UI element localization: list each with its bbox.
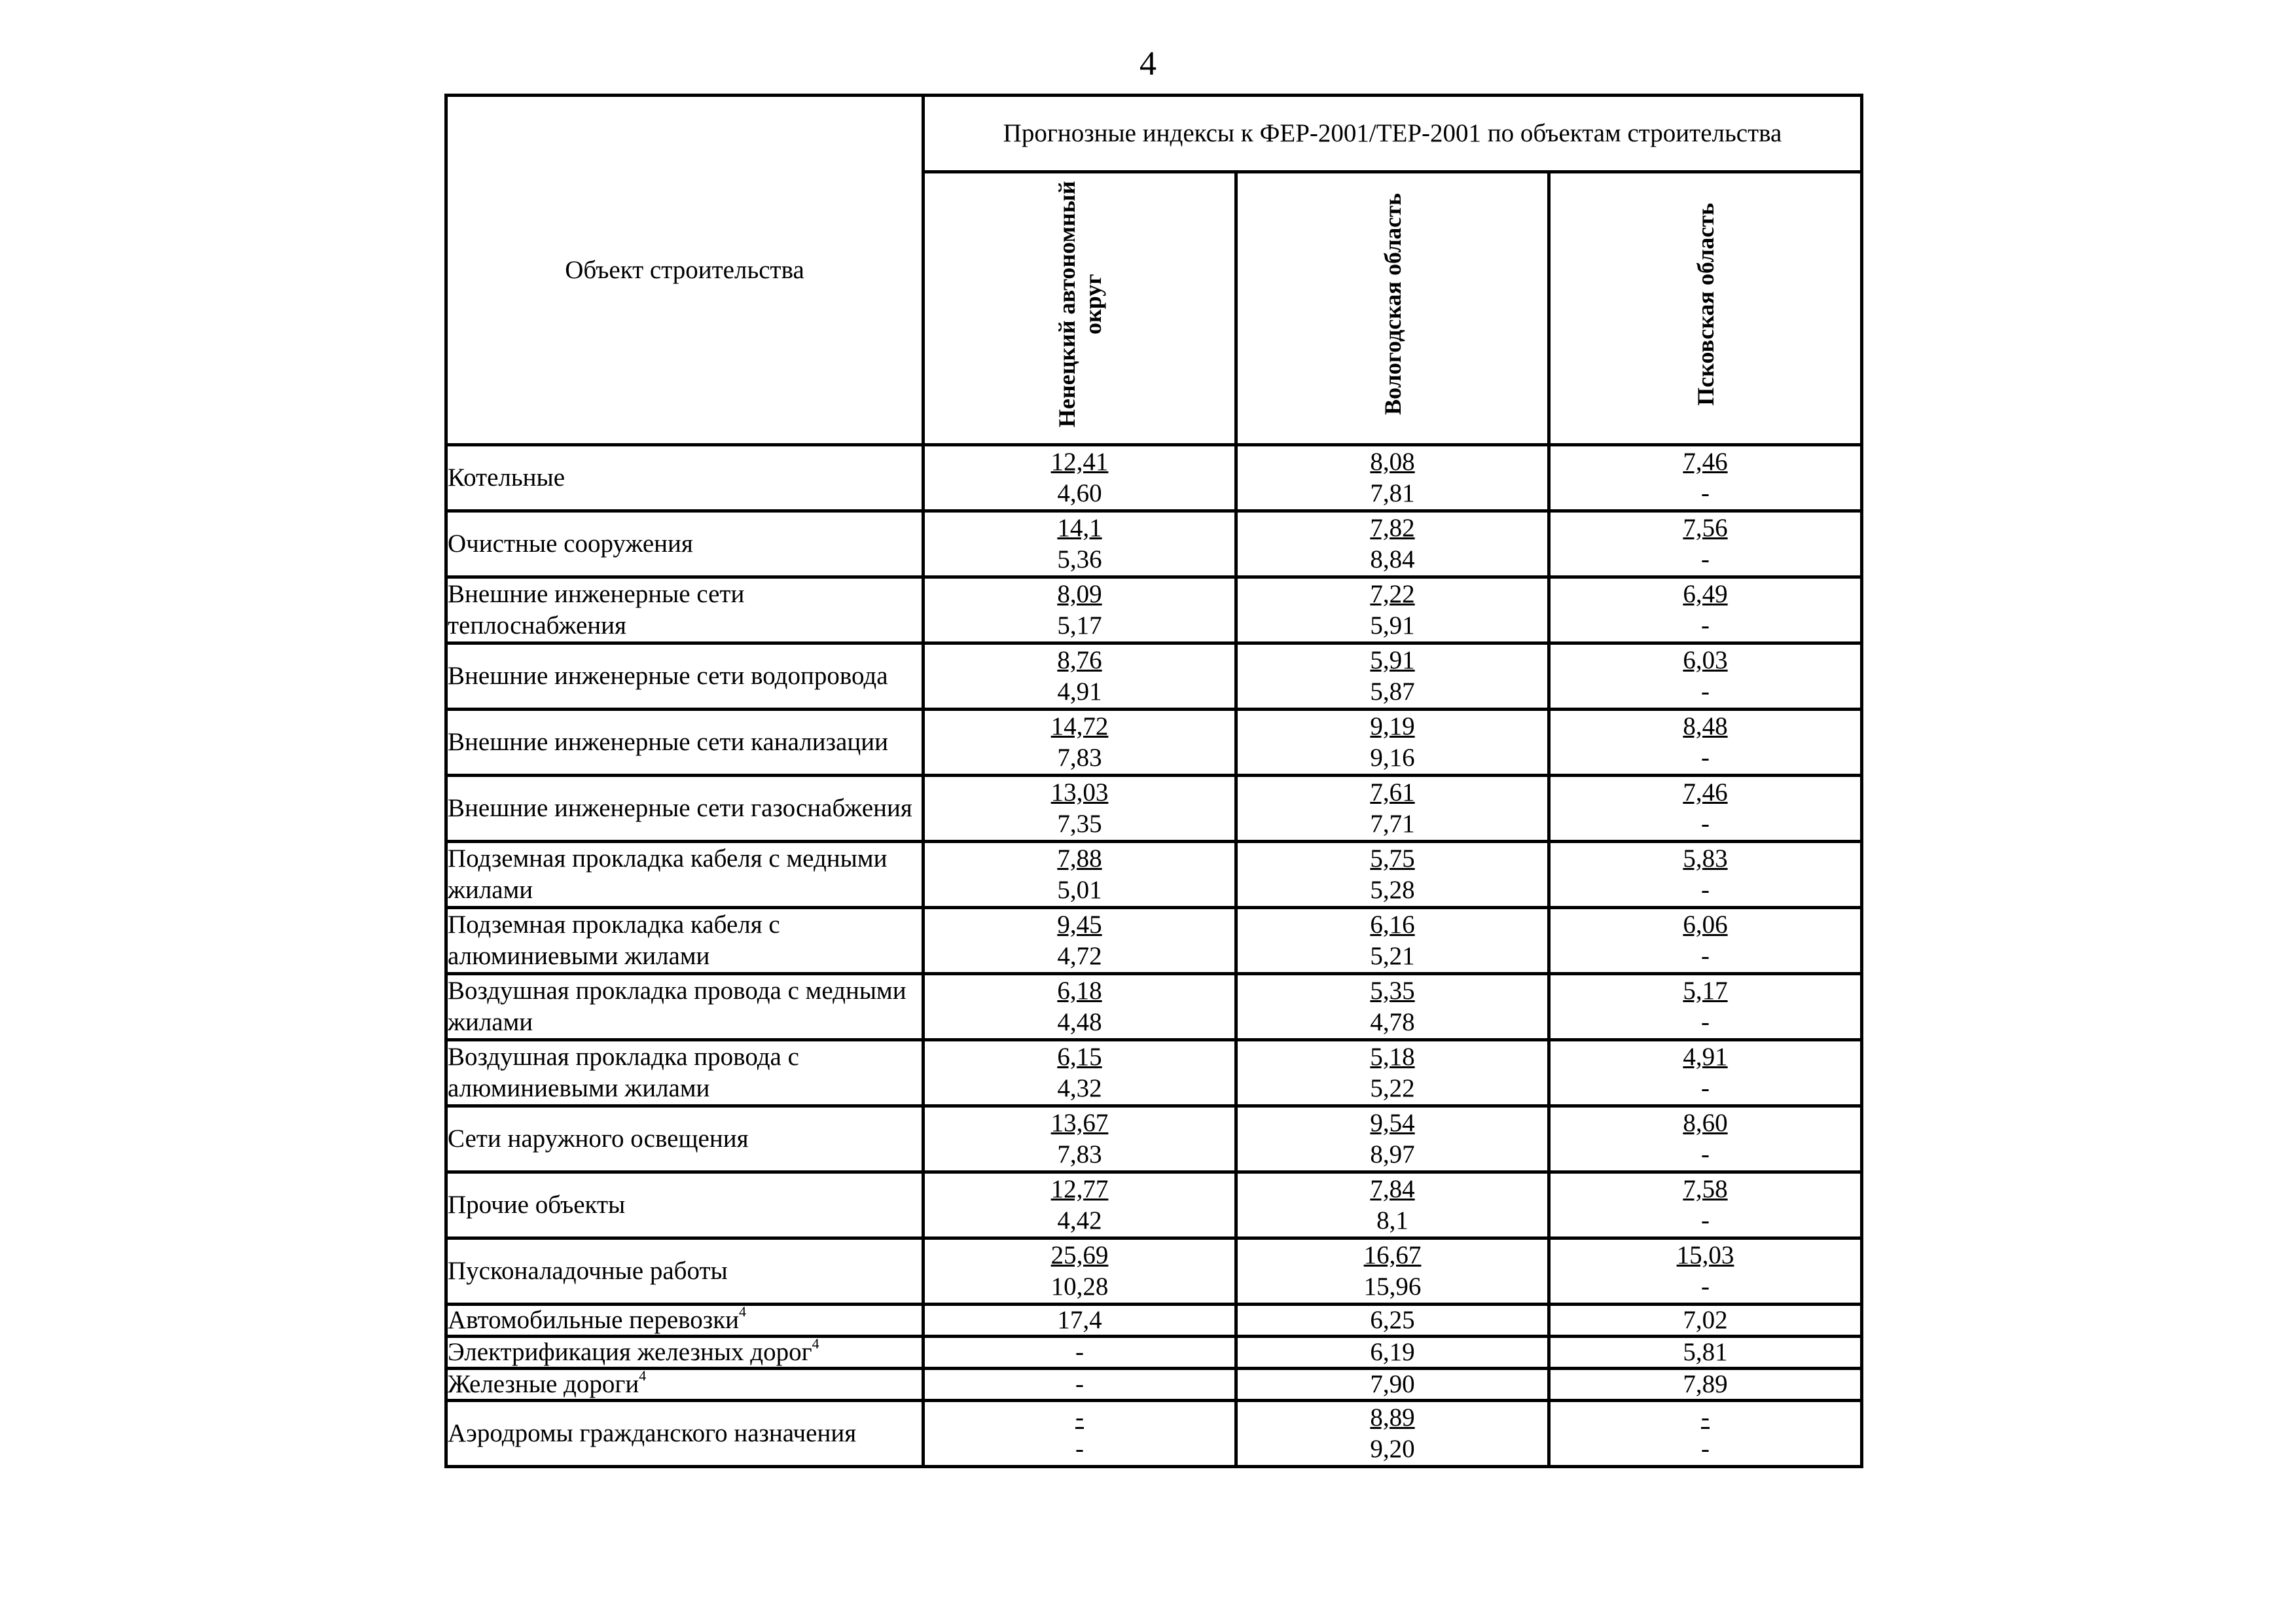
index-value-bottom: - (1075, 1435, 1084, 1463)
index-value-cell (924, 776, 1236, 842)
index-value-top: - (1075, 1403, 1084, 1432)
index-value-top: - (1701, 1403, 1710, 1432)
index-value-bottom: - (1701, 1140, 1710, 1168)
region-header (1549, 172, 1862, 445)
table-row (446, 1337, 1862, 1369)
object-name-cell (446, 974, 924, 1040)
table-row (446, 776, 1862, 842)
footnote-marker: 4 (812, 1335, 819, 1352)
object-name-cell (446, 1040, 924, 1106)
index-value-bottom: - (1701, 677, 1710, 706)
index-value-cell (1549, 1305, 1862, 1337)
table-row (446, 710, 1862, 776)
index-value-top: 13,03 (1050, 778, 1109, 806)
index-value-bottom: 4,32 (1057, 1074, 1102, 1102)
index-value-top: 5,17 (1683, 977, 1728, 1005)
index-value-cell (924, 1305, 1236, 1337)
object-column-header: Объект строительства (446, 96, 924, 445)
index-value-bottom: 8,84 (1370, 545, 1415, 573)
index-value-top: 8,76 (1057, 646, 1102, 674)
index-value-cell (1549, 1369, 1862, 1401)
index-value-cell (1236, 776, 1549, 842)
object-name-cell (446, 1106, 924, 1172)
index-value-top: 7,56 (1683, 514, 1728, 542)
index-value-cell (924, 1172, 1236, 1238)
index-value-bottom: 7,83 (1057, 744, 1102, 772)
index-value-top: 7,88 (1057, 844, 1102, 873)
index-value-top: 7,46 (1683, 448, 1728, 476)
index-value-top: 6,06 (1683, 911, 1728, 939)
object-name-cell (446, 842, 924, 908)
object-name: Железные дороги (448, 1370, 639, 1398)
index-value: - (1075, 1338, 1084, 1366)
index-value-bottom: 7,83 (1057, 1140, 1102, 1168)
index-value-bottom: - (1701, 942, 1710, 970)
index-value-top: 7,61 (1370, 778, 1415, 806)
index-value-cell (1236, 445, 1549, 511)
index-value-top: 5,18 (1370, 1043, 1415, 1071)
index-value-cell (1549, 577, 1862, 643)
object-name-cell (446, 1369, 924, 1401)
index-value-cell (1549, 1401, 1862, 1467)
object-name: Сети наружного освещения (448, 1125, 749, 1153)
index-value-cell (1549, 1040, 1862, 1106)
index-value-bottom: 5,21 (1370, 942, 1415, 970)
index-value-top: 8,60 (1683, 1109, 1728, 1137)
index-value-bottom: 7,81 (1370, 479, 1415, 507)
table-row (446, 643, 1862, 710)
index-value-cell (1549, 710, 1862, 776)
index-value-cell (924, 974, 1236, 1040)
object-name: Внешние инженерные сети канализации (448, 728, 888, 756)
table-row (446, 842, 1862, 908)
index-value-top: 16,67 (1363, 1241, 1422, 1269)
index-value-cell (1236, 710, 1549, 776)
index-value-top: 9,19 (1370, 712, 1415, 740)
object-name-cell (446, 577, 924, 643)
index-value-top: 6,16 (1370, 911, 1415, 939)
index-value-top: 6,49 (1683, 580, 1728, 608)
object-name-cell (446, 710, 924, 776)
table-row (446, 445, 1862, 511)
index-value-cell (1549, 908, 1862, 974)
index-value: 6,25 (1370, 1306, 1415, 1334)
index-value-bottom: 9,20 (1370, 1435, 1415, 1463)
region-header-label: Вологодская область (1379, 193, 1406, 416)
index-value-bottom: - (1701, 810, 1710, 838)
index-value-cell (924, 710, 1236, 776)
index-value-cell (1549, 842, 1862, 908)
index-value-top: 4,91 (1683, 1043, 1728, 1071)
index-value-bottom: - (1701, 876, 1710, 904)
table-row (446, 1172, 1862, 1238)
index-value-top: 8,09 (1057, 580, 1102, 608)
index-value-cell (924, 1369, 1236, 1401)
index-value-cell (1236, 1369, 1549, 1401)
index-value-cell (1236, 908, 1549, 974)
index-value-bottom: 7,35 (1057, 810, 1102, 838)
index-value: - (1075, 1370, 1084, 1398)
index-value-cell (1236, 1337, 1549, 1369)
index-value-bottom: 7,71 (1370, 810, 1415, 838)
table-row (446, 1401, 1862, 1467)
index-value-cell (1236, 1305, 1549, 1337)
index-value-bottom: - (1701, 744, 1710, 772)
index-value-cell (1549, 1238, 1862, 1305)
index-value-cell (924, 1106, 1236, 1172)
index-value-top: 5,75 (1370, 844, 1415, 873)
index-value-top: 8,48 (1683, 712, 1728, 740)
index-value: 7,90 (1370, 1370, 1415, 1398)
index-value-top: 15,03 (1676, 1241, 1734, 1269)
table-row (446, 511, 1862, 577)
index-value-bottom: 4,42 (1057, 1206, 1102, 1235)
object-name-cell (446, 511, 924, 577)
index-value-bottom: 5,91 (1370, 611, 1415, 640)
index-value: 7,89 (1683, 1370, 1728, 1398)
index-value-bottom: - (1701, 1272, 1710, 1301)
object-name: Аэродромы гражданского назначения (448, 1419, 857, 1447)
index-value-bottom: 5,36 (1057, 545, 1102, 573)
index-value-cell (924, 445, 1236, 511)
object-name-cell (446, 776, 924, 842)
index-value-cell (924, 908, 1236, 974)
object-name: Электрификация железных дорог (448, 1338, 812, 1366)
index-value-top: 9,54 (1370, 1109, 1415, 1137)
index-value-cell (1236, 1106, 1549, 1172)
index-value-top: 13,67 (1050, 1109, 1109, 1137)
index-value-bottom: 5,01 (1057, 876, 1102, 904)
table-body (446, 445, 1862, 1467)
region-header-label: Псковская область (1692, 203, 1719, 406)
index-value-bottom: 10,28 (1050, 1272, 1109, 1301)
footnote-marker: 4 (639, 1367, 647, 1384)
index-value-bottom: - (1701, 1435, 1710, 1463)
index-value-cell (1236, 1401, 1549, 1467)
index-value-bottom: 9,16 (1370, 744, 1415, 772)
index-value-cell (924, 1238, 1236, 1305)
table-row (446, 1305, 1862, 1337)
index-value-top: 12,77 (1050, 1175, 1109, 1203)
index-value-bottom: 5,22 (1370, 1074, 1415, 1102)
index-value-bottom: 15,96 (1363, 1272, 1422, 1301)
table-row (446, 1106, 1862, 1172)
table-row (446, 1369, 1862, 1401)
index-value-bottom: 5,17 (1057, 611, 1102, 640)
index-value-cell (924, 842, 1236, 908)
index-value-cell (1236, 577, 1549, 643)
index-value-bottom: - (1701, 479, 1710, 507)
footnote-marker: 4 (739, 1303, 747, 1320)
index-value-bottom: 4,91 (1057, 677, 1102, 706)
index-value-bottom: - (1701, 611, 1710, 640)
index-value-top: 7,58 (1683, 1175, 1728, 1203)
index-value-cell (1236, 511, 1549, 577)
index-value-cell (924, 577, 1236, 643)
index-value-top: 8,08 (1370, 448, 1415, 476)
object-name: Автомобильные перевозки (448, 1306, 740, 1334)
index-value-top: 5,83 (1683, 844, 1728, 873)
table-row (446, 908, 1862, 974)
table-row (446, 974, 1862, 1040)
object-name: Внешние инженерные сети теплоснабжения (448, 580, 745, 640)
index-value-top: 9,45 (1057, 911, 1102, 939)
object-name-cell (446, 643, 924, 710)
index-value-cell (924, 1040, 1236, 1106)
index-value-bottom: - (1701, 1206, 1710, 1235)
object-name: Прочие объекты (448, 1191, 626, 1219)
index-value-cell (1236, 1238, 1549, 1305)
table-row (446, 577, 1862, 643)
forecast-indices-header: Прогнозные индексы к ФЕР-2001/ТЕР-2001 по объектам строительства (924, 96, 1862, 172)
object-name: Воздушная прокладка провода с алюминиевыми жилами (448, 1043, 799, 1102)
index-value: 5,81 (1683, 1338, 1728, 1366)
index-value: 6,19 (1370, 1338, 1415, 1366)
index-value-cell (1549, 511, 1862, 577)
index-value-top: 5,91 (1370, 646, 1415, 674)
index-value-cell (1549, 643, 1862, 710)
index-value-top: 12,41 (1050, 448, 1109, 476)
index-value-top: 6,15 (1057, 1043, 1102, 1071)
index-value: 17,4 (1057, 1306, 1102, 1334)
table-row (446, 1238, 1862, 1305)
object-name-cell (446, 1337, 924, 1369)
object-name-cell (446, 1305, 924, 1337)
index-value-cell (924, 643, 1236, 710)
index-value-bottom: - (1701, 1008, 1710, 1036)
index-value-bottom: - (1701, 1074, 1710, 1102)
index-value-bottom: 4,60 (1057, 479, 1102, 507)
index-value-bottom: 4,78 (1370, 1008, 1415, 1036)
index-value-bottom: 8,97 (1370, 1140, 1415, 1168)
index-value: 7,02 (1683, 1306, 1728, 1334)
object-name-cell (446, 908, 924, 974)
construction-index-table (444, 94, 1863, 1468)
index-value-cell (924, 511, 1236, 577)
index-value-top: 7,22 (1370, 580, 1415, 608)
table-row (446, 1040, 1862, 1106)
index-value-cell (1549, 776, 1862, 842)
index-value-top: 8,89 (1370, 1403, 1415, 1432)
index-value-top: 7,84 (1370, 1175, 1415, 1203)
object-name: Подземная прокладка кабеля с медными жилами (448, 844, 888, 904)
index-value-top: 6,18 (1057, 977, 1102, 1005)
index-value-cell (924, 1337, 1236, 1369)
index-value-top: 5,35 (1370, 977, 1415, 1005)
object-name-cell (446, 1401, 924, 1467)
object-name-cell (446, 1172, 924, 1238)
object-name: Пусконаладочные работы (448, 1257, 728, 1285)
index-value-bottom: 5,28 (1370, 876, 1415, 904)
object-name: Внешние инженерные сети газоснабжения (448, 794, 912, 822)
object-name-cell (446, 1238, 924, 1305)
page-number: 4 (1139, 45, 1157, 82)
object-name: Очистные сооружения (448, 530, 693, 558)
region-header-label: Ненецкий автономный округ (1053, 181, 1106, 428)
index-value-bottom: 4,48 (1057, 1008, 1102, 1036)
object-name: Воздушная прокладка провода с медными жилами (448, 977, 906, 1036)
index-value-bottom: 5,87 (1370, 677, 1415, 706)
index-value-cell (1549, 445, 1862, 511)
index-value-top: 6,03 (1683, 646, 1728, 674)
object-name: Внешние инженерные сети водопровода (448, 662, 888, 690)
region-header (1236, 172, 1549, 445)
index-value-cell (1236, 1172, 1549, 1238)
index-value-cell (1549, 1106, 1862, 1172)
index-value-cell (924, 1401, 1236, 1467)
index-value-bottom: 4,72 (1057, 942, 1102, 970)
index-value-top: 7,46 (1683, 778, 1728, 806)
index-value-top: 25,69 (1050, 1241, 1109, 1269)
index-value-cell (1236, 842, 1549, 908)
index-value-cell (1549, 974, 1862, 1040)
index-value-bottom: 8,1 (1376, 1206, 1408, 1235)
index-value-cell (1236, 1040, 1549, 1106)
object-name: Подземная прокладка кабеля с алюминиевыми жилами (448, 911, 780, 970)
index-value-cell (1549, 1337, 1862, 1369)
index-value-cell (1236, 974, 1549, 1040)
index-value-cell (1236, 643, 1549, 710)
index-value-cell (1549, 1172, 1862, 1238)
object-name: Котельные (448, 463, 565, 492)
index-value-top: 14,72 (1050, 712, 1109, 740)
region-header (924, 172, 1236, 445)
index-value-bottom: - (1701, 545, 1710, 573)
object-name-cell (446, 445, 924, 511)
index-value-top: 14,1 (1057, 514, 1102, 542)
index-value-top: 7,82 (1370, 514, 1415, 542)
